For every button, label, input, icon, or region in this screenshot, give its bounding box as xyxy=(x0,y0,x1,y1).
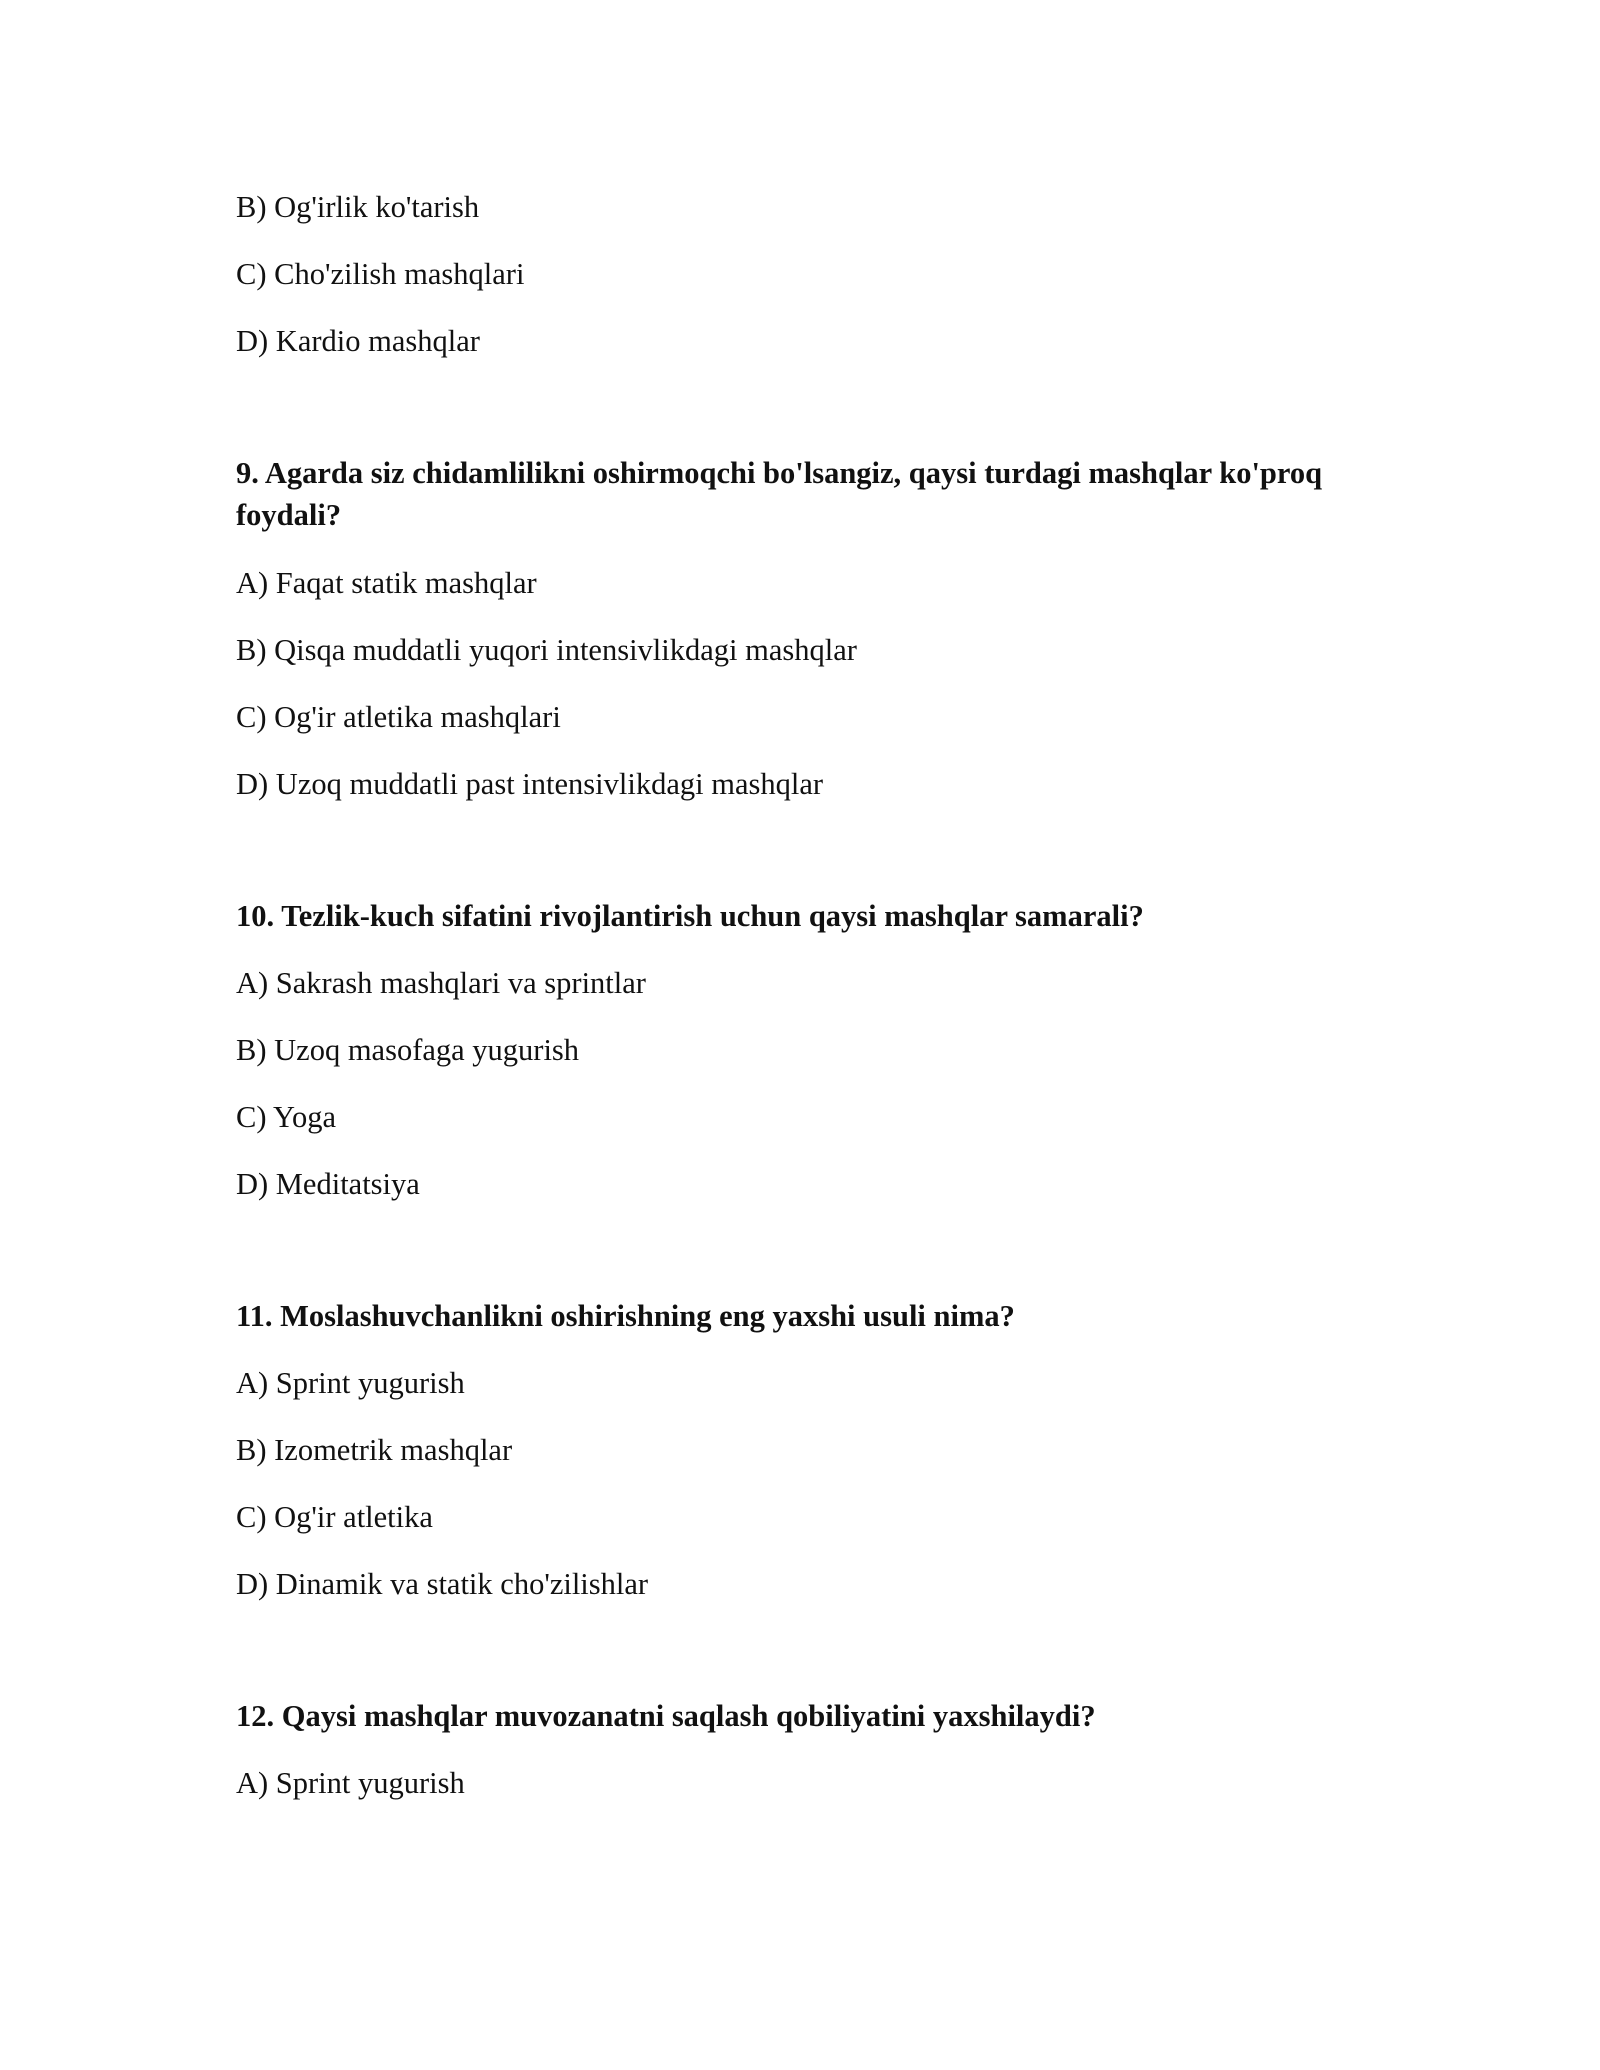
answer-option: A) Sprint yugurish xyxy=(236,1766,465,1800)
answer-option: A) Sprint yugurish xyxy=(236,1366,465,1400)
question-9-text: 9. Agarda siz chidamlilikni oshirmoqchi bo'lsangiz, qaysi turdagi mashqlar ko'proq foydali? xyxy=(236,456,1323,532)
answer-option: C) Og'ir atletika xyxy=(236,1500,433,1534)
answer-option: D) Uzoq muddatli past intensivlikdagi mashqlar xyxy=(236,767,824,801)
answer-option: B) Qisqa muddatli yuqori intensivlikdagi mashqlar xyxy=(236,633,857,667)
question-10-text: 10. Tezlik-kuch sifatini rivojlantirish uchun qaysi mashqlar samarali? xyxy=(236,899,1144,933)
answer-option: D) Dinamik va statik cho'zilishlar xyxy=(236,1567,649,1601)
answer-option: D) Kardio mashqlar xyxy=(236,324,480,358)
question-11-text: 11. Moslashuvchanlikni oshirishning eng yaxshi usuli nima? xyxy=(236,1299,1015,1333)
answer-option: B) Uzoq masofaga yugurish xyxy=(236,1033,580,1067)
answer-option: B) Og'irlik ko'tarish xyxy=(236,190,480,224)
answer-option: C) Yoga xyxy=(236,1100,337,1134)
answer-option: A) Sakrash mashqlari va sprintlar xyxy=(236,966,646,1000)
answer-option: B) Izometrik mashqlar xyxy=(236,1433,513,1467)
answer-option: D) Meditatsiya xyxy=(236,1167,420,1201)
question-12-text: 12. Qaysi mashqlar muvozanatni saqlash qobiliyatini yaxshilaydi? xyxy=(236,1699,1096,1733)
answer-option: C) Cho'zilish mashqlari xyxy=(236,257,525,291)
answer-option: A) Faqat statik mashqlar xyxy=(236,566,537,600)
answer-option: C) Og'ir atletika mashqlari xyxy=(236,700,561,734)
